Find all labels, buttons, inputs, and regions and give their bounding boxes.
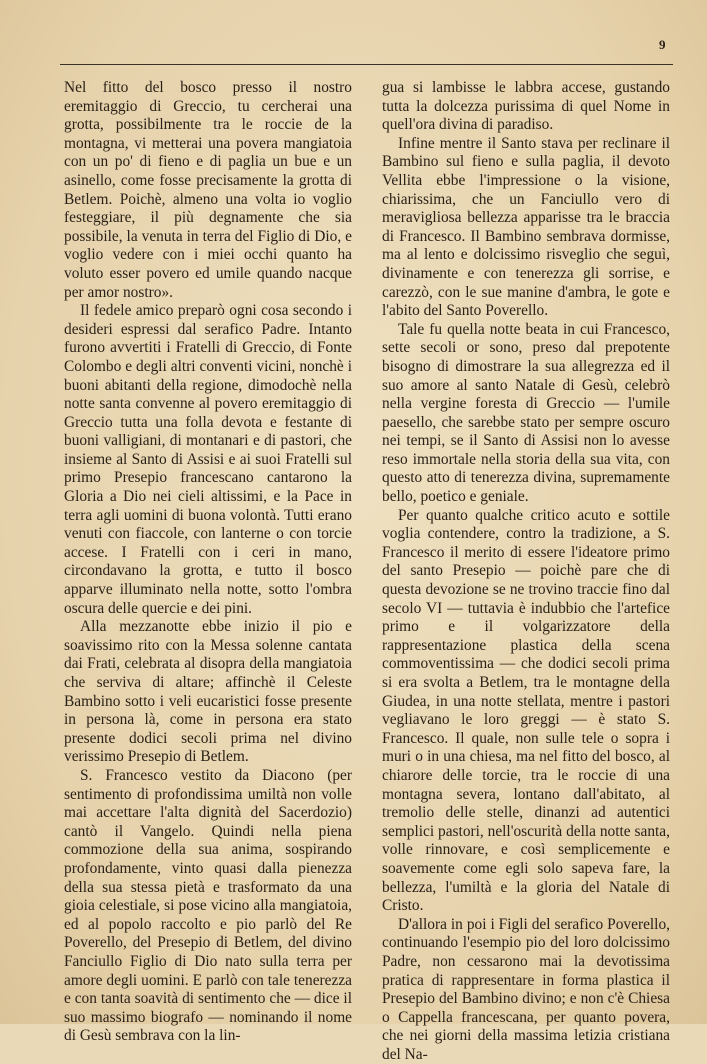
header-rule [60,64,673,65]
left-column [64,79,352,1046]
paragraph: Nel fitto del bosco presso il nostro eremitaggio di Greccio, tu cercherai una grotta, possibilmente tra le roccie de la montagna, vi metterai una povera mangiatoia con un po' di fieno e di paglia un bue e un asinello, come fosse precisamente la grotta di Betlem. Poichè, almeno una volta io voglio festeggiare, il più degnamente che sia possibile, la venuta in terra del Figlio di Dio, e voglio vedere con i miei occhi quanto ha voluto esser povero ed umile quando nacque per amor nostro». [64,79,352,301]
page-number: 9 [659,37,666,52]
paragraph: Alla mezzanotte ebbe inizio il pio e soavissimo rito con la Messa solenne cantata dai Frati, celebrata al disopra della mangiatoia che serviva di altare; affinchè il Celeste Bambino sotto i veli eucaristici fosse presente in persona là, come in persona era stato presente dodici secoli prima nel divino verissimo Presepio di Betlem. [64,618,352,766]
paragraph: D'allora in poi i Figli del serafico Poverello, continuando l'esempio pio del loro dolcissimo Padre, non cessarono mai la devotissima pratica di rappresentare in forma plastica il Presepio del Bambino divino; e non c'è Chiesa o Cappella francescana, per quanto povera, che nei giorni della massima letizia cristiana del Na- [382,915,670,1063]
paragraph: Per quanto qualche critico acuto e sottile voglia contendere, contro la tradizione, a S. Francesco il merito di essere l'ideatore primo del santo Presepio — poichè pare che di questa devozione se ne trovino traccie fino dal secolo VI — tuttavia è indubbio che l'artefice primo e il volgarizzatore della rappresentazione plastica della scena commoventissima — che dodici secoli prima si era svolta a Betlem, tra le montagne della Giudea, in una notte stellata, mentre i pastori vegliavano le loro greggi — è stato S. Francesco. Il quale, non sulle tele o sopra i muri o in una chiesa, ma nel fitto del bosco, al chiarore delle torcie, tra le roccie di una montagna severa, lontano dall'abitato, al tremolio delle stelle, dinanzi ad autentici semplici pastori, nell'oscurità della notte santa, volle rinnovare, e così semplicemente e soavemente come egli solo sapeva fare, la bellezza, l'umiltà e la gloria del Natale di Cristo. [382,506,670,915]
paragraph: Infine mentre il Santo stava per reclinare il Bambino sul fieno e sulla paglia, il devoto Vellita ebbe l'impressione o la visione, chiarissima, che un Fanciullo vero di meravigliosa bellezza apparisse tra le braccia di Francesco. Il Bambino sembrava dormisse, ma al lento e dolcissimo risveglio che seguì, divinamente e con tenerezza gli sorrise, e carezzò, con le sue manine d'ambra, le gote e l'abito del Santo Poverello. [382,134,670,320]
right-column [382,79,670,1064]
paragraph: gua si lambisse le labbra accese, gustando tutta la dolcezza purissima di quel Nome in quell'ora divina di paradiso. [382,79,670,134]
paragraph: Il fedele amico preparò ogni cosa secondo i desideri espressi dal serafico Padre. Intanto furono avvertiti i Fratelli di Greccio, di Fonte Colombo e degli altri conventi vicini, nonchè i buoni abitanti della regione, dimodochè nella notte santa convenne al povero eremitaggio di Greccio tutta una folla devota e festante di buoni valligiani, di montanari e di pastori, che insieme al Santo di Assisi e ai suoi Fratelli sul primo Presepio francescano cantarono la Gloria a Dio nei cieli altissimi, e la Pace in terra agli uomini di buona volontà. Tutti erano venuti con fiaccole, con lanterne o con torcie accese. I Fratelli con i ceri in mano, circondavano la grotta, e tutto il bosco apparve illuminato nella notte, sotto l'ombra oscura delle quercie e dei pini. [64,302,352,617]
paragraph: Tale fu quella notte beata in cui Francesco, sette secoli or sono, preso dal prepotente bisogno di dimostrare la sua allegrezza ed il suo amore al santo Natale di Gesù, celebrò nella vergine foresta di Greccio — l'umile paesello, che sarebbe stato per sempre oscuro nei tempi, se il Santo di Assisi non lo avesse reso immortale nella storia della sua vita, con questo atto di tenerezza divina, supremamente bello, poetico e geniale. [382,320,670,506]
paragraph: S. Francesco vestito da Diacono (per sentimento di profondissima umiltà non volle mai accettare l'alta dignità del Sacerdozio) cantò il Vangelo. Quindi nella piena commozione della sua anima, sospirando profondamente, vinto quasi dalla pienezza della sua stessa pietà e trasformato da una gioia celestiale, si pose vicino alla mangiatoia, ed al popolo raccolto e pio parlò del Re Poverello, del Presepio di Betlem, del divino Fanciullo Figlio di Dio nato sulla terra per amore degli uomini. E parlò con tale tenerezza e con tanta soavità di sentimento che — dice il suo massimo biografo — nominando il nome di Gesù sembrava con la lin- [64,766,352,1045]
